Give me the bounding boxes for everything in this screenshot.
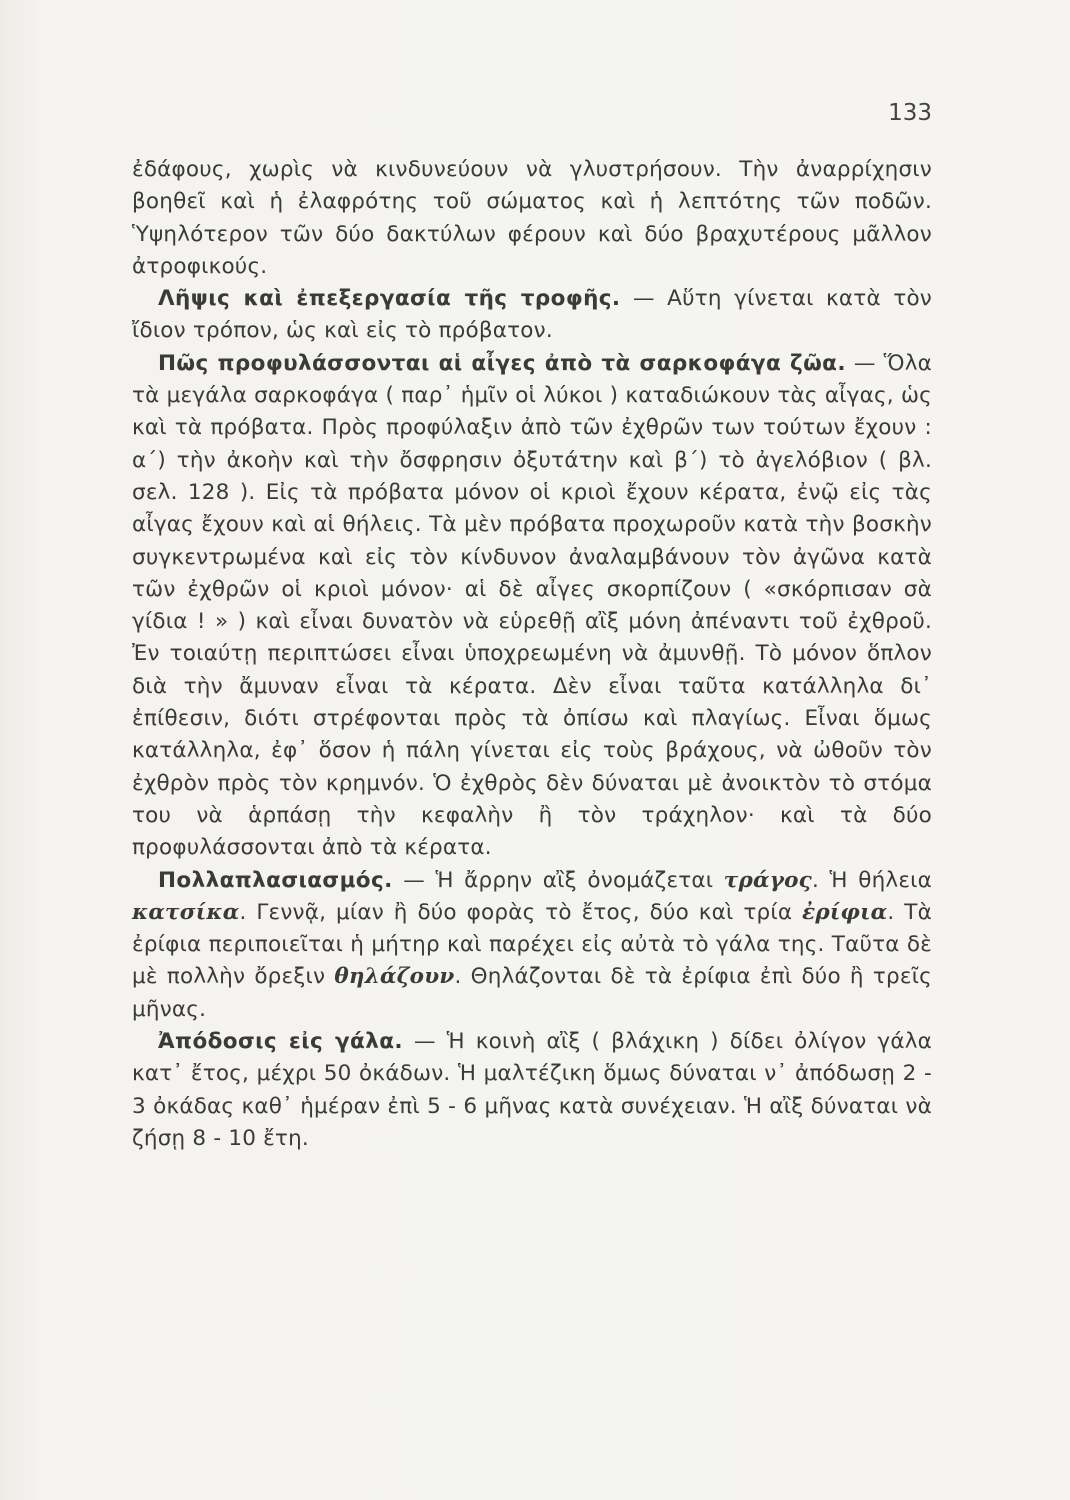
page-text bbox=[132, 154, 932, 1155]
term-erifia: ἐρίφια bbox=[802, 899, 888, 925]
section-text-food: — Αὕτη γίνεται κατὰ τὸν ἴδιον τρόπον, ὡς καὶ εἰς τὸ πρόβατον. bbox=[132, 286, 933, 344]
section-text-reproduction-1: — Ἡ ἄρρην αἲξ ὀνομάζεται bbox=[392, 867, 724, 893]
paragraph-continuation: ἐδάφους, χωρὶς νὰ κινδυνεύουν νὰ γλυστρήσουν. Τὴν ἀναρρίχησιν βοηθεῖ καὶ ἡ ἐλαφρότης τοῦ σώματος καὶ ἡ λεπτότης τῶν ποδῶν. Ὑψηλότερον τῶν δύο δακτύλων φέρουν καὶ δύο βραχυτέρους μᾶλλον ἀτροφικούς. bbox=[132, 157, 932, 279]
section-text-milk-yield: — Ἡ κοινὴ αἲξ ( βλάχικη ) δίδει ὀλίγον γάλα κατ᾽ ἔτος, μέχρι 50 ὀκάδων. Ἡ μαλτέζικη ὅμως δύναται ν᾽ ἀπόδωσῃ 2 - 3 ὀκάδας καθ᾽ ἡμέραν ἐπὶ 5 - 6 μῆνας κατὰ συνέχειαν. Ἡ αἲξ δύναται νὰ ζήσῃ 8 - 10 ἔτη. bbox=[132, 1029, 932, 1151]
page-number: 133 bbox=[888, 100, 932, 126]
section-heading-reproduction: Πολλαπλασιασμός. bbox=[158, 867, 393, 893]
term-thilazoun: θηλάζουν bbox=[334, 964, 455, 990]
section-protection bbox=[132, 348, 932, 865]
section-heading-milk-yield: Ἀπόδοσις εἰς γάλα. bbox=[158, 1029, 403, 1055]
section-text-protection: — Ὅλα τὰ μεγάλα σαρκοφάγα ( παρ᾽ ἡμῖν οἱ λύκοι ) καταδιώκουν τὰς αἶγας, ὡς καὶ τὰ πρόβατα. Πρὸς προφύλαξιν ἀπὸ τῶν ἐχθρῶν των τούτων ἔχουν : α΄) τὴν ἀκοὴν καὶ τὴν ὄσφρησιν ὀξυτάτην καὶ β΄) τὸ ἀγελόβιον ( βλ. σελ. 128 ). Εἰς τὰ πρόβατα μόνον οἱ κριοὶ ἔχουν κέρατα, ἐνῷ εἰς τὰς αἶγας ἔχουν καὶ αἱ θήλεις. Τὰ μὲν πρόβατα προχωροῦν κατὰ τὴν βοσκὴν συγκεντρωμένα καὶ εἰς τὸν κίνδυνον ἀναλαμβάνουν τὸν ἀγῶνα κατὰ τῶν ἐχθρῶν οἱ κριοὶ μόνον· αἱ δὲ αἶγες σκορπίζουν ( «σκόρπισαν σὰ γίδια ! » ) καὶ εἶναι δυνατὸν νὰ εὑρεθῇ αἲξ μόνη ἀπέναντι τοῦ ἐχθροῦ. Ἐν τοιαύτῃ περιπτώσει εἶναι ὑποχρεωμένη νὰ ἀμυνθῇ. Τὸ μόνον ὅπλον διὰ τὴν ἄμυναν εἶναι τὰ κέρατα. Δὲν εἶναι ταῦτα κατάλληλα δι᾽ ἐπίθεσιν, διότι στρέφονται πρὸς τὰ ὀπίσω καὶ πλαγίως. Εἶναι ὅμως κατάλληλα, ἐφ᾽ ὅσον ἡ πάλη γίνεται εἰς τοὺς βράχους, νὰ ὠθοῦν τὸν ἐχθρὸν πρὸς τὸν κρημνόν. Ὁ ἐχθρὸς δὲν δύναται μὲ ἀνοικτὸν τὸ στόμα του νὰ ἁρπάσῃ τὴν κεφαλὴν ἢ τὸν τράχηλον· καὶ τὰ δύο προφυλάσσονται ἀπὸ τὰ κέρατα. bbox=[132, 350, 932, 861]
term-tragos: τράγος bbox=[723, 867, 812, 893]
term-katsika: κατσίκα bbox=[132, 899, 240, 925]
section-food bbox=[132, 283, 932, 348]
section-text-reproduction-4: . Τὰ ἐρίφια περιποιεῖται ἡ μήτηρ καὶ παρέχει εἰς αὐτὰ τὸ γάλα της. Ταῦτα δὲ μὲ πολλὴν ὄρεξιν bbox=[132, 899, 933, 990]
section-heading-food: Λῆψις καὶ ἐπεξεργασία τῆς τροφῆς. bbox=[158, 286, 621, 312]
section-reproduction bbox=[132, 865, 932, 1026]
section-text-reproduction-3: . Γεννᾷ, μίαν ἢ δύο φορὰς τὸ ἔτος, δύο καὶ τρία bbox=[239, 899, 803, 925]
section-text-reproduction-2: . Ἡ θήλεια bbox=[811, 867, 932, 893]
section-heading-protection: Πῶς προφυλάσσονται αἱ αἶγες ἀπὸ τὰ σαρκοφάγα ζῶα. bbox=[158, 350, 846, 376]
section-milk-yield bbox=[132, 1026, 932, 1155]
section-text-reproduction-5: . Θηλάζονται δὲ τὰ ἐρίφια ἐπὶ δύο ἢ τρεῖς μῆνας. bbox=[132, 964, 932, 1022]
